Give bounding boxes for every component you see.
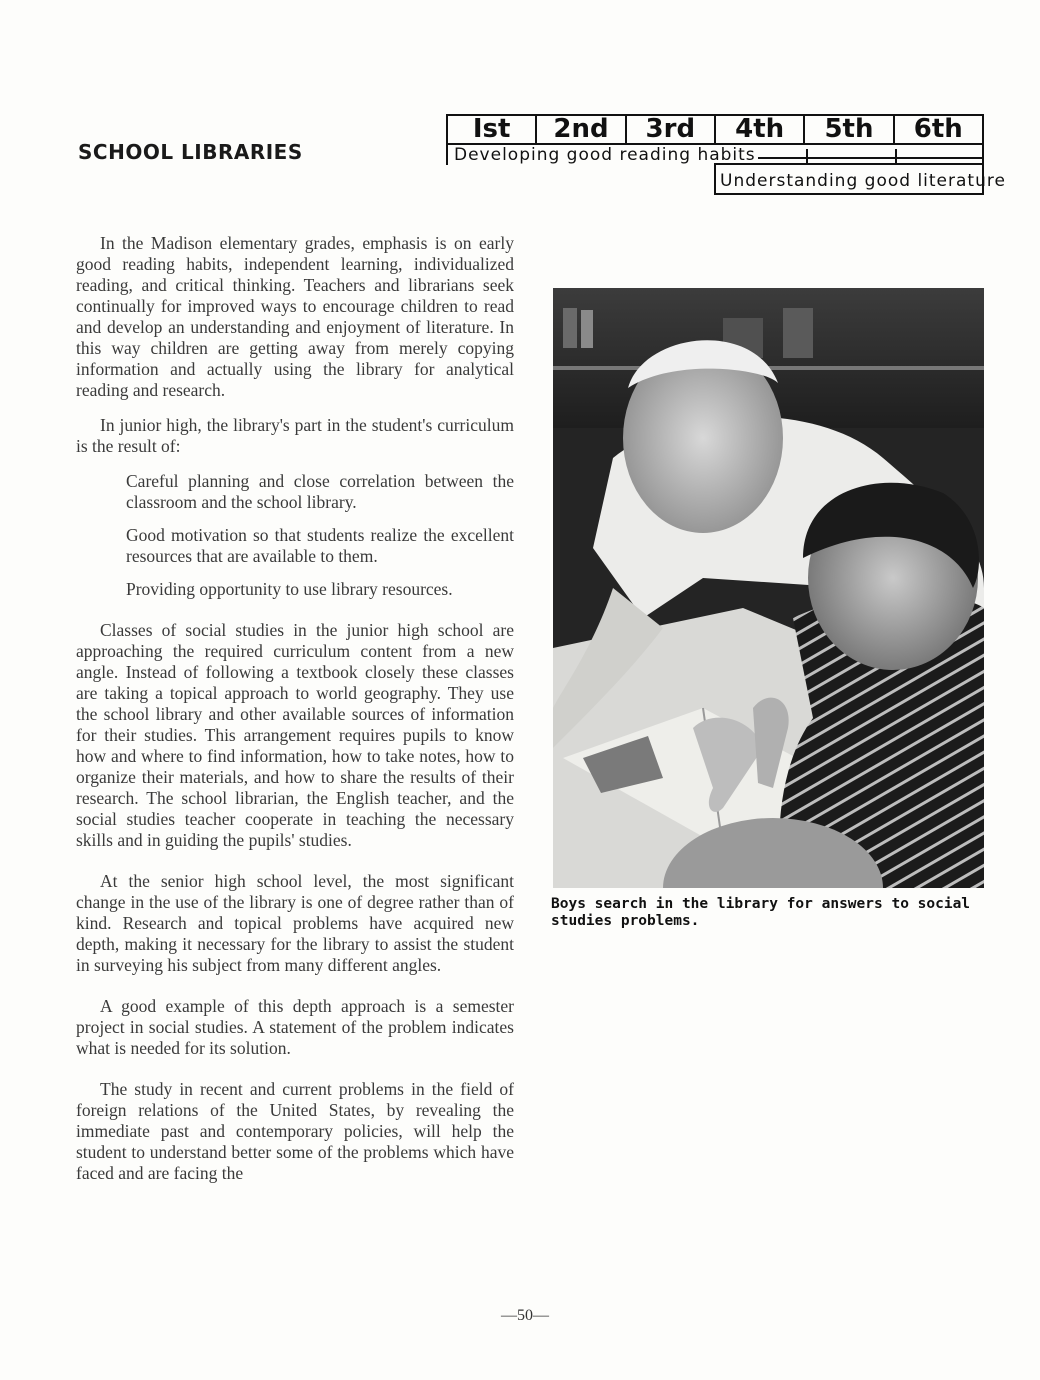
paragraph-foreign-relations: The study in recent and current problems in the field of foreign relations of the United States, by revealing the immediate past and contemporary policies, will help the student to understand better some of the problems which have faced and are facing the — [76, 1079, 514, 1183]
paragraph-social-studies: Classes of social studies in the junior high school are approaching the required curriculum content from a new angle. Instead of following a textbook closely these classes are taking a topical approach to world geography. They use the school library and other available sources of information for their studies. This arrangement requires pupils to know how and where to find information, how to take notes, how to organize their materials, and how to share the results of their research. The school librarian, the English teacher, and the social studies teacher cooperate in teaching the necessary skills and in guiding the pupils' studies. — [76, 620, 514, 850]
paragraph-depth-example: A good example of this depth approach is a semester project in social studies. A statement of the problem indicates what is needed for its solution. — [76, 996, 514, 1058]
grade-header-row — [446, 114, 984, 145]
developing-habits-row — [446, 143, 984, 165]
grade-cell: 4th — [716, 116, 805, 143]
understanding-literature-label: Understanding good literature — [720, 171, 1006, 191]
grade-chart — [446, 114, 1006, 200]
list-item: Good motivation so that students realize the excellent resources that are available to them. — [126, 525, 514, 566]
grade-cell: 2nd — [537, 116, 626, 143]
developing-habits-label: Developing good reading habits — [454, 145, 756, 165]
paragraph-elementary: In the Madison elementary grades, emphasis is on early good reading habits, independent learning, individualized reading, and critical thinking. Teachers and librarians seek continually for improved ways to encourage children to read and develop an understanding and enjoyment of literature. In this way children are getting away from merely copying information and actually using the library for analytical reading and research. — [76, 233, 514, 400]
grade-cell: 5th — [805, 116, 894, 143]
page-number: —50— — [501, 1307, 549, 1324]
photo-caption: Boys search in the library for answers to social studies problems. — [551, 896, 971, 929]
grade-cell: Ist — [448, 116, 537, 143]
paragraph-senior-high: At the senior high school level, the most significant change in the use of the library is one of degree rather than of kind. Research and topical problems have acquired new depth, making it necessary for the library to assist the student in surveying his subject from many different angles. — [76, 871, 514, 975]
grade-cell: 3rd — [627, 116, 716, 143]
list-item: Providing opportunity to use library resources. — [126, 579, 453, 599]
understanding-literature-row — [714, 163, 1006, 195]
grade-cell: 6th — [913, 114, 963, 144]
paragraph-junior-high: In junior high, the library's part in the student's curriculum is the result of: — [76, 415, 514, 456]
library-photo — [553, 288, 984, 888]
list-item: Careful planning and close correlation between the classroom and the school library. — [126, 471, 514, 512]
body-text-column — [76, 233, 514, 1198]
timeline-bar — [716, 163, 982, 165]
section-title: SCHOOL LIBRARIES — [78, 140, 303, 164]
